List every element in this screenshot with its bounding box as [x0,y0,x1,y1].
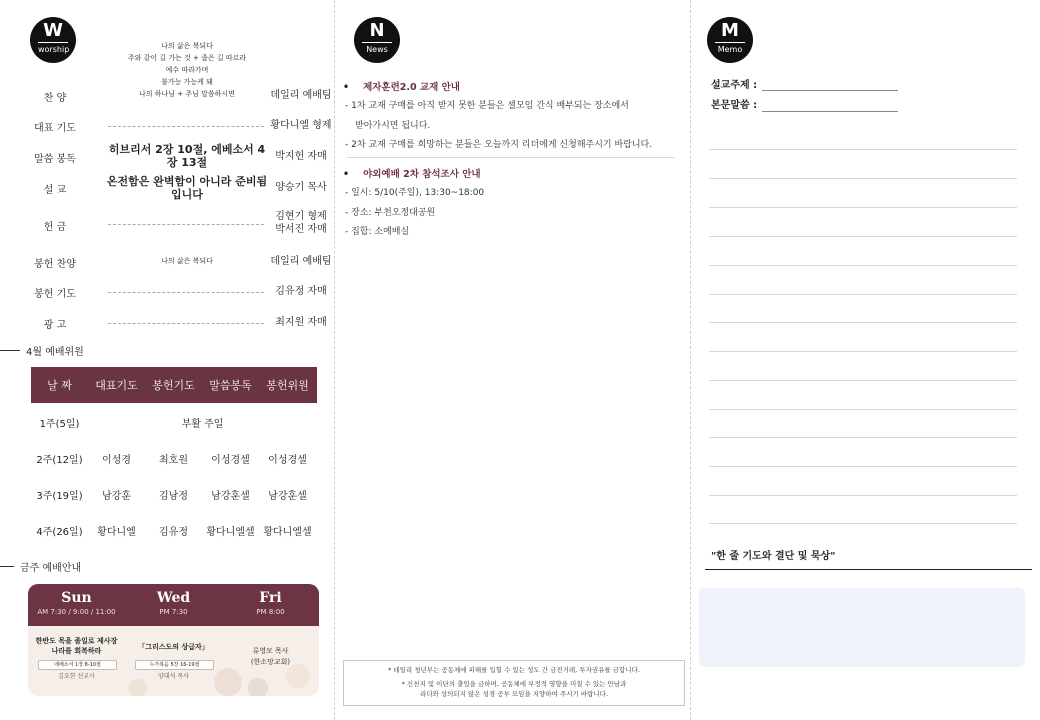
offering-song: 나의 삶은 복되다 [161,257,213,265]
order-prayer [22,119,332,133]
order-label: 봉헌 찬양 [34,259,76,270]
news-divider [347,157,675,158]
hymn-song: 나의 삶은 복되다 [161,42,213,50]
memo-line [709,322,1017,323]
memo-line [709,149,1017,150]
schedule-header-cell: 봉헌기도 [152,379,195,392]
divider [108,323,264,324]
news-column [335,0,690,720]
news-line: - 장소: 부천오정대공원 [345,208,436,218]
order-person: 최지원 자매 [275,317,327,328]
sunday-verse: 에베소서 1장 8-10절 [38,660,117,670]
order-label: 헌 금 [43,222,67,233]
friday-speaker: 류영모 목사 [252,647,289,655]
memo-line [709,466,1017,467]
schedule-date: 1주(5일) [39,419,80,430]
schedule-cell: 남강훈셀 [211,491,250,502]
schedule-cell: 황다니엘셀 [206,527,255,538]
schedule-cell: 이성경 [102,455,131,466]
worship-column [0,0,334,720]
memo-line [709,265,1017,266]
order-person: 박지헌 자매 [275,151,327,162]
schedule-cell: 이성경셀 [211,455,250,466]
hymn-song-list [106,40,268,100]
news-line: 받아가시면 됩니다. [355,121,431,131]
order-label: 대표 기도 [34,123,76,134]
schedule-cell: 남강훈 [102,491,131,502]
order-person: 황다니엘 형제 [270,120,332,131]
divider [108,126,264,127]
prayer-divider [705,569,1032,570]
schedule-header [31,367,317,403]
schedule-cell: 김남정 [159,491,188,502]
notice-box [343,660,685,706]
memo-column [691,0,1040,720]
scripture-field[interactable] [762,111,898,112]
divider [108,292,264,293]
schedule-header-cell: 봉헌위원 [266,379,309,392]
schedule-header-cell: 대표기도 [95,379,138,392]
schedule-cell: 김유정 [159,527,188,538]
memo-line [709,523,1017,524]
order-label: 봉헌 기도 [34,289,76,300]
memo-line [709,437,1017,438]
reading-text: 히브리서 2장 10절, 에베소서 4장 13절 [108,143,266,169]
sunday-service: Sun AM 7:30 / 9:00 / 11:00 한반도 목을 졸일로 제사장 나라를 회복하라 에베소서 1장 8-10절 김요한 선교사 [28,584,125,696]
wednesday-verse: 누가복음 5장 16-19절 [135,660,214,670]
hymn-song: 주와 같이 길 가는 것 + 좁은 길 따르라 [127,54,247,62]
schedule-cell: 황다니엘 [97,527,136,538]
order-label: 찬 양 [43,93,67,104]
schedule-section-title: 4월 예배위원 [0,343,84,358]
hymn-song: 나의 하나님 + 주님 말씀하시면 [139,90,235,98]
schedule-merged-cell: 부활 주일 [181,419,224,430]
memo-line [709,380,1017,381]
order-sermon [22,175,332,203]
sunday-sermon-title: 한반도 목을 졸일로 제사장 나라를 회복하라 [35,637,118,655]
worship-badge: W worship [30,17,76,63]
news-badge: N News [354,17,400,63]
friday-church: (한소망교회) [250,658,291,666]
news-line: - 1차 교재 구매를 아직 받지 못한 분들은 셀모임 간식 배부되는 장소에서 [345,101,629,111]
order-person: 김현기 형제 박서진 자매 [275,211,327,235]
memo-line [709,178,1017,179]
schedule-date: 4주(26일) [36,527,83,538]
order-person: 데일리 예배팀 [270,256,332,267]
week-section-title: 금주 예배안내 [0,559,81,574]
memo-line [709,207,1017,208]
order-label: 설 교 [43,185,67,196]
order-announce [22,316,332,330]
sermon-topic-field[interactable] [762,90,898,91]
divider [108,224,264,225]
order-offering-song [22,255,332,269]
schedule-date: 2주(12일) [36,455,83,466]
schedule-cell: 황다니엘셀 [263,527,312,538]
schedule-date: 3주(19일) [36,491,83,502]
notice-line: * 데일리 청년부는 공동체에 피해를 입힐 수 있는 성도 간 금전거래, 투자권유를 금합니다. [388,666,640,674]
order-person: 데일리 예배팀 [270,90,332,101]
news-item-title: • 제자훈련2.0 교재 안내 [343,82,460,93]
news-item-title: • 야외예배 2차 참석조사 안내 [343,169,481,180]
hymn-song: 예수 따라가며 [165,66,209,74]
order-label: 광 고 [43,320,67,331]
order-reading [22,143,332,171]
news-line: - 집합: 소예배실 [345,227,410,237]
wednesday-speaker: 양대석 목사 [158,673,189,680]
sermon-topic-label: 설교주제 : [711,80,758,91]
memo-line [709,495,1017,496]
order-offering-prayer [22,285,332,299]
prayer-note-box[interactable] [699,588,1025,667]
wednesday-sermon-title: 「그리스도의 상급자」 [138,643,209,651]
prayer-heading: "한 줄 기도와 결단 및 묵상" [711,551,836,562]
memo-line [709,236,1017,237]
order-person: 김유정 자매 [275,286,327,297]
memo-badge: M Memo [707,17,753,63]
order-person: 양승기 목사 [275,182,327,193]
news-line: - 2차 교재 구매를 희망하는 분들은 오늘까지 리더에게 신청해주시기 바랍니다. [345,140,653,150]
notice-line: 리더와 상의되지 않은 성경 공부 모임을 지양하여 주시기 바랍니다. [419,690,609,698]
schedule-cell: 남강훈셀 [268,491,307,502]
sermon-title: 온전함은 완벽함이 아니라 준비됨입니다 [106,175,268,201]
memo-line [709,409,1017,410]
friday-service: Fri PM 8:00 류영모 목사 (한소망교회) [222,584,319,696]
scripture-label: 본문말씀 : [711,100,758,111]
news-line: - 일시: 5/10(주일), 13:30~18:00 [345,188,485,198]
weekly-service-card [28,584,319,696]
order-label: 말씀 봉독 [34,154,76,165]
schedule-cell: 이성경셀 [268,455,307,466]
order-hymn [22,40,332,110]
hymn-song: 불가능 가능케 돼 [161,78,213,86]
sunday-speaker: 김요한 선교사 [58,673,95,680]
order-offering [22,210,332,238]
schedule-header-cell: 날 짜 [47,379,72,392]
schedule-header-cell: 말씀봉독 [209,379,252,392]
memo-line [709,294,1017,295]
schedule-cell: 최호원 [159,455,188,466]
memo-line [709,351,1017,352]
notice-line: * 신천지 및 이단의 출입을 금하며, 공동체에 부정적 영향을 미칠 수 있는 만남과 [401,680,627,688]
wednesday-service: Wed PM 7:30 「그리스도의 상급자」 누가복음 5장 16-19절 양대석 목사 [125,584,222,696]
